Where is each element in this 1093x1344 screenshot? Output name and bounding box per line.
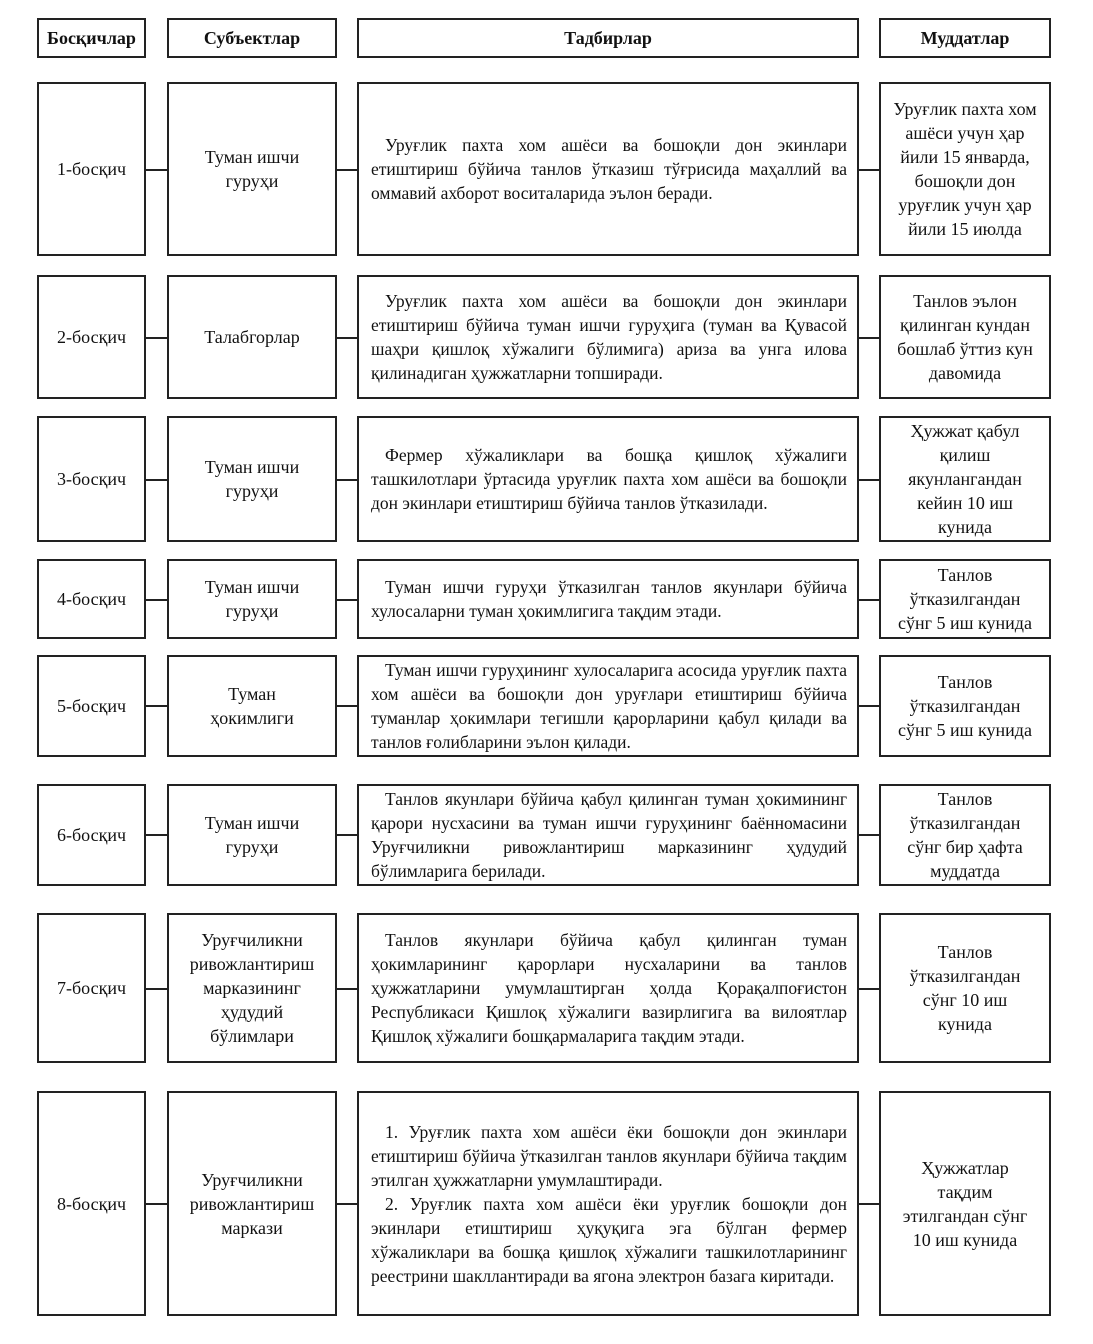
deadline-box-8 bbox=[879, 1091, 1051, 1316]
subject-label: Талабгорлар bbox=[204, 327, 300, 347]
connector-line bbox=[146, 479, 167, 481]
action-text: 2. Уруғлик пахта хом ашёси ёки уруғлик бошоқли дон экинлари етиштириш ҳуқуқига эга бўлган фермер хўжаликлари ва бошқа қишлоқ хўжалиги ташкилотларининг реестрини шакллантиради ва ягона электрон базага киритади. bbox=[371, 1193, 847, 1286]
action-box-1 bbox=[357, 82, 859, 256]
stage-label: 2-босқич bbox=[56, 327, 127, 347]
subject-label: Туман ҳокимлиги bbox=[210, 684, 294, 728]
stage-box-2 bbox=[37, 275, 146, 399]
action-box-6 bbox=[357, 784, 859, 886]
stage-box-1 bbox=[37, 82, 146, 256]
action-text: Туман ишчи гуруҳи ўтказилган танлов якунлари бўйича хулосаларни туман ҳокимлигига тақдим этади. bbox=[371, 577, 847, 621]
connector-line bbox=[859, 169, 879, 171]
action-text: Уруғлик пахта хом ашёси ва бошоқли дон экинлари етиштириш бўйича танлов ўтказиш тўғрисида маҳаллий ва оммавий ахборот воситаларида эълон беради. bbox=[371, 135, 847, 203]
deadline-box-5 bbox=[879, 655, 1051, 757]
subject-box-6 bbox=[167, 784, 337, 886]
deadline-label: Танлов ўтказилгандан сўнг бир ҳафта муддатда bbox=[907, 789, 1023, 881]
subject-box-3 bbox=[167, 416, 337, 542]
connector-line bbox=[337, 834, 357, 836]
stage-label: 4-босқич bbox=[56, 589, 127, 609]
deadline-label: Танлов ўтказилгандан сўнг 5 иш кунида bbox=[898, 565, 1032, 633]
connector-line bbox=[337, 599, 357, 601]
connector-line bbox=[337, 705, 357, 707]
subject-label: Туман ишчи гуруҳи bbox=[204, 577, 300, 621]
connector-line bbox=[146, 834, 167, 836]
connector-line bbox=[337, 169, 357, 171]
deadline-box-6 bbox=[879, 784, 1051, 886]
stage-box-6 bbox=[37, 784, 146, 886]
connector-line bbox=[859, 834, 879, 836]
stage-label: 8-босқич bbox=[56, 1193, 127, 1214]
deadline-box-2 bbox=[879, 275, 1051, 399]
stage-label: 5-босқич bbox=[56, 696, 127, 716]
subject-label: Туман ишчи гуруҳи bbox=[204, 147, 300, 191]
connector-line bbox=[859, 479, 879, 481]
subject-label: Туман ишчи гуруҳи bbox=[204, 813, 300, 857]
subject-box-1 bbox=[167, 82, 337, 256]
deadline-box-4 bbox=[879, 559, 1051, 639]
connector-line bbox=[859, 705, 879, 707]
header-stages bbox=[37, 18, 146, 58]
connector-line bbox=[146, 169, 167, 171]
stage-label: 7-босқич bbox=[56, 978, 127, 998]
action-text: Фермер хўжаликлари ва бошқа қишлоқ хўжалиги ташкилотлари ўртасида уруғлик пахта хом ашёси ва бошоқли дон экинлари етиштириш бўйича танлов ўтказилади. bbox=[371, 445, 847, 513]
header-subjects-label: Субъектлар bbox=[203, 27, 301, 48]
deadline-label: Танлов эълон қилинган кундан бошлаб ўттиз кун давомида bbox=[897, 291, 1033, 383]
action-box-5 bbox=[357, 655, 859, 757]
action-box-3 bbox=[357, 416, 859, 542]
connector-line bbox=[146, 988, 167, 990]
deadline-box-7 bbox=[879, 913, 1051, 1063]
header-actions-label: Тадбирлар bbox=[564, 27, 652, 48]
subject-label: Уруғчиликни ривожлантириш марказининг ҳудудий бўлимлари bbox=[189, 930, 315, 1046]
stage-box-8 bbox=[37, 1091, 146, 1316]
subject-box-7 bbox=[167, 913, 337, 1063]
subject-box-5 bbox=[167, 655, 337, 757]
action-text: Танлов якунлари бўйича қабул қилинган туман ҳокимларининг қарорлари нусхаларини ва танлов ҳужжатларини умумлаштирган ҳолда Қорақалпоғистон Республикаси Қишлоқ хўжалиги вазирлигига ва вилоятлар Қишлоқ хўжалиги бошқармаларига тақдим этади. bbox=[371, 930, 847, 1046]
stage-box-5 bbox=[37, 655, 146, 757]
action-text: Танлов якунлари бўйича қабул қилинган туман ҳокимининг қарори нусхасини ва туман ишчи гуруҳининг баённомасини Уруғчиликни ривожлантириш марказининг ҳудудий бўлимларига берилади. bbox=[371, 789, 847, 881]
stage-label: 1-босқич bbox=[56, 159, 127, 179]
stage-label: 3-босқич bbox=[56, 469, 127, 489]
connector-line bbox=[859, 988, 879, 990]
header-deadlines-label: Муддатлар bbox=[920, 27, 1010, 48]
subject-label: Туман ишчи гуруҳи bbox=[204, 457, 300, 501]
header-stages-label: Босқичлар bbox=[47, 27, 136, 48]
connector-line bbox=[859, 1203, 879, 1205]
connector-line bbox=[146, 705, 167, 707]
subject-box-8 bbox=[167, 1091, 337, 1316]
subject-label: Уруғчиликни ривожлантириш маркази bbox=[189, 1169, 315, 1238]
subject-box-2 bbox=[167, 275, 337, 399]
deadline-label: Уруғлик пахта хом ашёси учун ҳар йили 15 январда, бошоқли дон уруғлик учун ҳар йили 15 июлда bbox=[893, 99, 1037, 239]
header-deadlines bbox=[879, 18, 1051, 58]
stage-box-7 bbox=[37, 913, 146, 1063]
deadline-label: Танлов ўтказилгандан сўнг 5 иш кунида bbox=[898, 672, 1032, 740]
deadline-label: Ҳужжат қабул қилиш якунлангандан кейин 10 иш кунида bbox=[908, 421, 1022, 537]
deadline-label: Танлов ўтказилгандан сўнг 10 иш кунида bbox=[909, 942, 1021, 1034]
connector-line bbox=[146, 1203, 167, 1205]
connector-line bbox=[337, 988, 357, 990]
connector-line bbox=[859, 599, 879, 601]
action-box-7 bbox=[357, 913, 859, 1063]
connector-line bbox=[337, 1203, 357, 1205]
connector-line bbox=[146, 337, 167, 339]
deadline-box-1 bbox=[879, 82, 1051, 256]
deadline-box-3 bbox=[879, 416, 1051, 542]
connector-line bbox=[337, 479, 357, 481]
connector-line bbox=[859, 337, 879, 339]
connector-line bbox=[146, 599, 167, 601]
action-box-8 bbox=[357, 1091, 859, 1316]
action-text: Туман ишчи гуруҳининг хулосаларига асосида уруғлик пахта хом ашёси ва бошоқли дон уруғлари етиштириш бўйича туманлар ҳокимлари тегишли қарорларини қабул қилади ва танлов ғолибларини эълон қилади. bbox=[371, 660, 847, 752]
header-subjects bbox=[167, 18, 337, 58]
connector-line bbox=[337, 337, 357, 339]
action-box-2 bbox=[357, 275, 859, 399]
action-box-4 bbox=[357, 559, 859, 639]
action-text: Уруғлик пахта хом ашёси ва бошоқли дон экинлари етиштириш бўйича туман ишчи гуруҳига (туман ва Қувасой шаҳри қишлоқ хўжалиги бўлимига) ариза ва унга илова қилинадиган ҳужжатларни топширади. bbox=[371, 291, 847, 383]
stage-box-4 bbox=[37, 559, 146, 639]
deadline-label: Ҳужжатлар тақдим этилгандан сўнг 10 иш кунида bbox=[902, 1157, 1028, 1250]
action-text: 1. Уруғлик пахта хом ашёси ёки бошоқли дон экинлари етиштириш бўйича ўтказилган танлов якунлари бўйича тақдим этилган ҳужжатларни умумлаштиради. bbox=[371, 1121, 847, 1190]
stage-label: 6-босқич bbox=[56, 825, 127, 845]
header-actions bbox=[357, 18, 859, 58]
stage-box-3 bbox=[37, 416, 146, 542]
subject-box-4 bbox=[167, 559, 337, 639]
